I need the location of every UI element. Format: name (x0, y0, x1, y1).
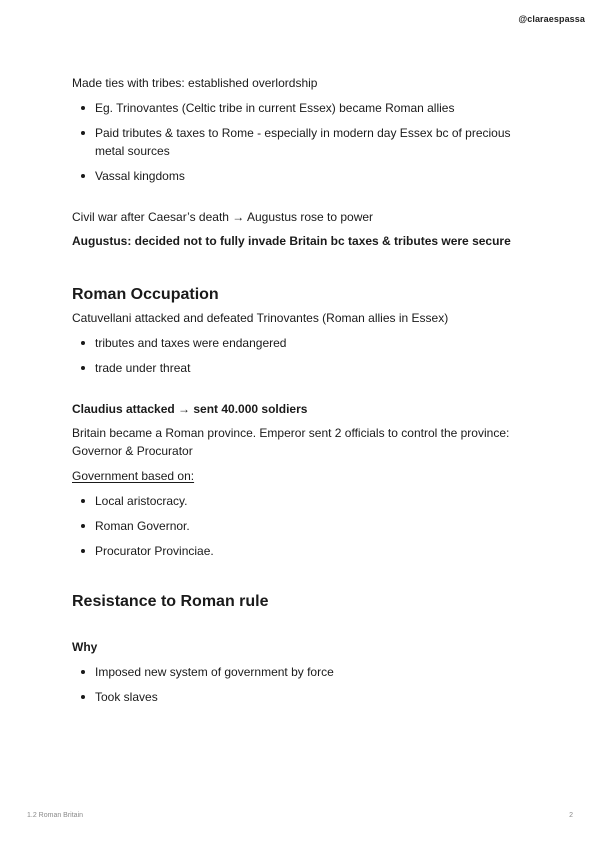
list-item: Eg. Trinovantes (Celtic tribe in current Essex) became Roman allies (72, 99, 532, 117)
list-item: trade under threat (72, 359, 532, 377)
list-item: Roman Governor. (72, 517, 532, 535)
heading-why: Why (72, 640, 98, 654)
list-item: Local aristocracy. (72, 492, 532, 510)
list-item: Vassal kingdoms (72, 167, 532, 185)
page-number: 2 (569, 812, 573, 819)
civil-war-text: Civil war after Caesar’s death → Augustus rose to power (72, 210, 374, 224)
occupation-list (72, 334, 532, 377)
list-item: tributes and taxes were endangered (72, 334, 532, 352)
overlordship-intro: Made ties with tribes: established overlordship (72, 76, 318, 90)
resistance-list (72, 663, 532, 706)
augustus-text: Augustus: decided not to fully invade Britain bc taxes & tributes were secure (72, 234, 511, 248)
government-label: Government based on: (72, 469, 195, 483)
heading-claudius: Claudius attacked → sent 40.000 soldiers (72, 402, 308, 416)
list-item: Imposed new system of government by force (72, 663, 532, 681)
author-watermark: @claraespassa (518, 14, 585, 24)
government-list (72, 492, 532, 560)
document-body (72, 72, 532, 713)
footer-title: 1.2 Roman Britain (27, 812, 84, 819)
overlordship-list (72, 99, 532, 185)
list-item: Took slaves (72, 688, 532, 706)
list-item: Paid tributes & taxes to Rome - especially in modern day Essex bc of precious metal sources (72, 124, 532, 160)
heading-resistance: Resistance to Roman rule (72, 593, 269, 610)
list-item: Procurator Provinciae. (72, 542, 532, 560)
heading-roman-occupation: Roman Occupation (72, 286, 219, 303)
province-text: Britain became a Roman province. Emperor sent 2 officials to control the province: Governor & Procurator (72, 426, 510, 458)
occupation-intro: Catuvellani attacked and defeated Trinovantes (Roman allies in Essex) (72, 311, 449, 325)
